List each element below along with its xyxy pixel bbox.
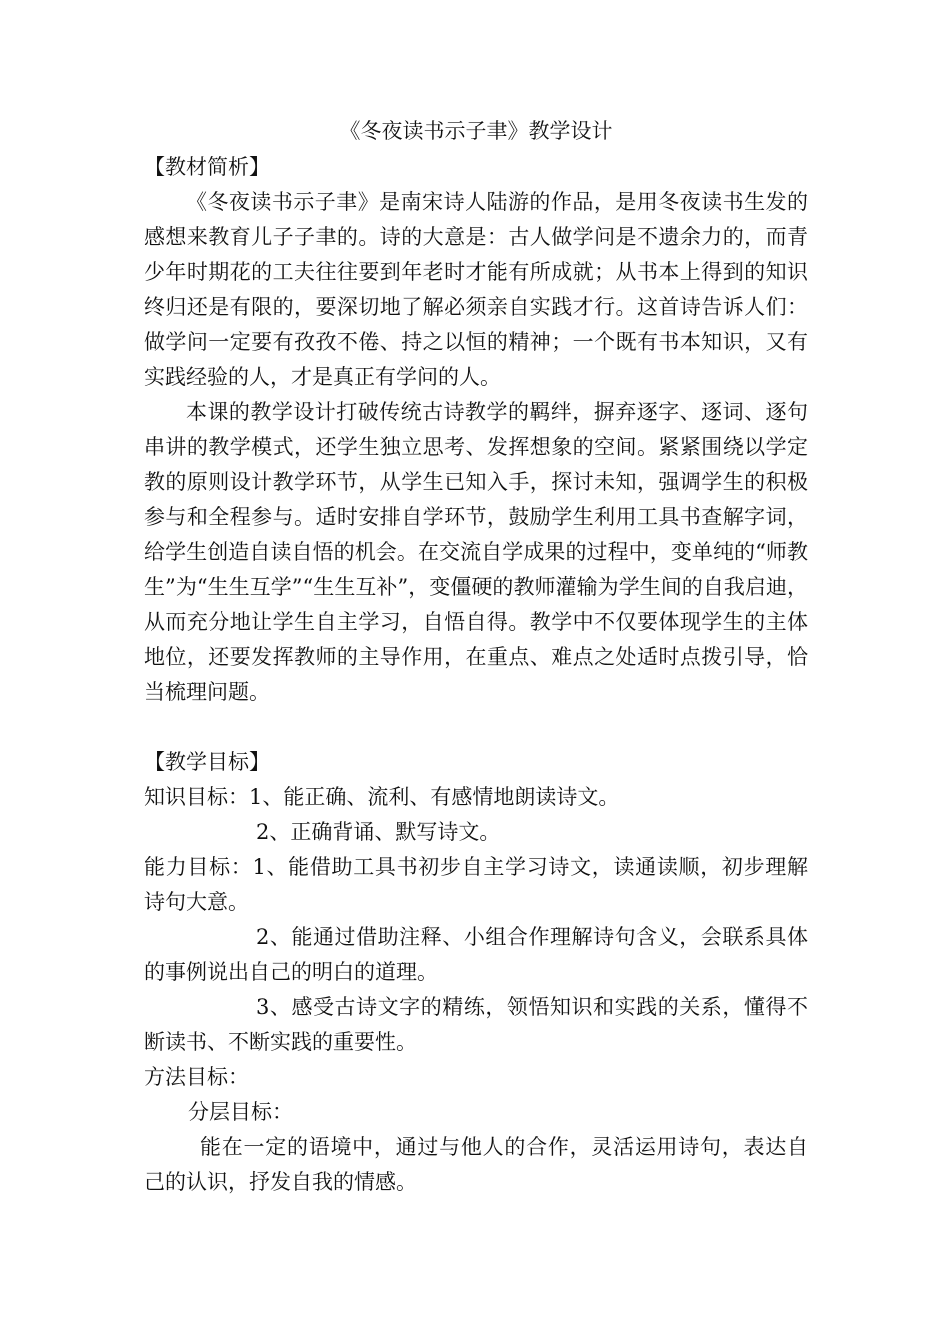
document-title: 《冬夜读书示子聿》教学设计 <box>339 119 613 143</box>
method-goal-heading: 方法目标： <box>144 1065 249 1089</box>
ability-goal-2: 2、能通过借助注释、小组合作理解诗句含义，会联系具体的事例说出自己的明白的道理。 <box>144 925 808 984</box>
knowledge-goal-1: 知识目标：1、能正确、流利、有感情地朗读诗文。 <box>144 785 620 809</box>
blank-line <box>144 710 808 745</box>
paragraph-poem-summary: 《冬夜读书示子聿》是南宋诗人陆游的作品，是用冬夜读书生发的感想来教育儿子子聿的。诗的大意是：古人做学问是不遗余力的，而青少年时期花的工夫往往要到年老时才能有所成就；从书本上得到的知识终归还是有限的，要深切地了解必须亲自实践才行。这首诗告诉人们：做学问一定要有孜孜不倦、持之以恒的精神；一个既有书本知识，又有实践经验的人，才是真正有学问的人。 <box>144 190 808 389</box>
ability-goal-1: 能力目标：1、能借助工具书初步自主学习诗文，读通读顺，初步理解诗句大意。 <box>144 855 808 914</box>
layer-goal-body: 能在一定的语境中，通过与他人的合作，灵活运用诗句，表达自己的认识，抒发自我的情感。 <box>144 1135 808 1194</box>
ability-goal-3: 3、感受古诗文字的精练，领悟知识和实践的关系，懂得不断读书、不断实践的重要性。 <box>144 995 808 1054</box>
paragraph-teaching-design: 本课的教学设计打破传统古诗教学的羁绊，摒弃逐字、逐词、逐句串讲的教学模式，还学生独立思考、发挥想象的空间。紧紧围绕以学定教的原则设计教学环节，从学生已知入手，探讨未知，强调学生的积极参与和全程参与。适时安排自学环节，鼓励学生利用工具书查解字词，给学生创造自读自悟的机会。在交流自学成果的过程中，变单纯的“师教生”为“生生互学”“生生互补”，变僵硬的教师灌输为学生间的自我启迪，从而充分地让学生自主学习，自悟自得。教学中不仅要体现学生的主体地位，还要发挥教师的主导作用，在重点、难点之处适时点拨引导，恰当梳理问题。 <box>144 400 808 704</box>
section-heading-teaching-goals: 【教学目标】 <box>144 750 270 774</box>
layer-goal-heading: 分层目标： <box>188 1100 293 1124</box>
document-page <box>144 116 808 1200</box>
knowledge-goal-2: 2、正确背诵、默写诗文。 <box>256 820 501 844</box>
section-heading-textbook-analysis: 【教材简析】 <box>144 155 270 179</box>
